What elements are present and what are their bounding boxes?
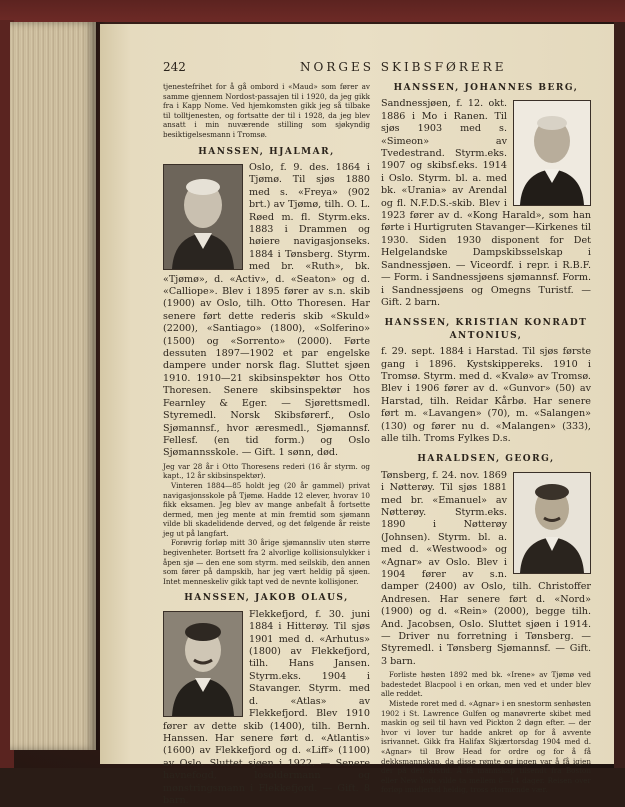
entry-heading: HANSSEN, JOHANNES BERG, <box>393 83 579 93</box>
entry-note: Jeg var 28 år i Otto Thoresens rederi (16 år styrm. og kapt., 12 år skibsinspektør). <box>163 461 370 481</box>
entry-note: Mistede roret med d. «Agnar» i en snestorm senhøsten 1902 i St. Lawrence Gulfen og manøvrerte skibet med maskin og seil til havn ved Pickton 2 døgn efter. — der hvor vi lover tur hadde ankret op for å avvente isrivannet. Gikk fra Halifax Skjærtorsdag 1904 med d. «Agnar» til Brow Head for ordre og for å få dekksmannskap, da disse rømte og ingen var å få igjen der på den årstid. Å få mannskap tilsendt fra Boston eller New York vilde ta mellem 8—14 dager. Reisen over forløp imidlertid heldig, tross stormende vær. <box>381 699 591 795</box>
entry-note: Forøvrig forløp mitt 30 årige sjømannsliv uten større begivenheter. Bortsett fra 2 alvorlige kollisionsulykker i åpen sjø — den ene som styrm. med seilskib, den annen som fører på dampskib, har jeg vært heldig på sjøen. Intet menneskeliv gikk tapt ved de nevnte kollisjoner. <box>163 538 370 586</box>
left-column <box>163 82 370 807</box>
portrait-image <box>164 165 242 269</box>
book-page <box>100 24 617 806</box>
portrait-image <box>514 101 590 205</box>
entry-bio: Sandnessjøen, f. 12. okt. 1886 i Mo i Ranen. Til sjøs 1903 med s. «Simeon» av Tvedestrand. Styrm.eks. 1907 og skibsf.eks. 1914 i Oslo. Styrm. bl. a. med bk. «Urania» av Arendal og fl. N.F.D.S.-skib. Blev i 1923 fører av d. «Kong Harald», som han førte i Hurtigruten Stavanger—Kirkenes til 1930. Siden 1930 disponent for Det Helgelandske Dampskibsselskap i Sandnessjøen. — Viceordf. i repr. i R.B.F. — Form. i Sandnessjøens sjømannsf. Form. i Sandnessjøens og Omegns Turistf. — Gift. 2 barn. <box>381 98 591 308</box>
entry-bio: Oslo, f. 9. des. 1864 i Tjømø. Til sjøs 1880 med s. «Freya» (902 brt.) av Tjømø, tilh. O. L. Røed m. fl. Styrm.eks. 1883 i Drammen og høiere navigasjonseks. 1884 i Tønsberg. Styrm. med br. «Ruth», bk. «Tjømø», d. «Activ», d. «Seaton» og d. «Calliope». Blev i 1895 fører av s.n. skib (1900) av Oslo, tilh. Otto Thoresen. Har senere ført dette rederis skib «Skuld» (2200), «Santiago» (1800), «Solferino» (1500) og «Sorrento» (2000). Førte dessuten 1897—1902 et par engelske dampere under norsk flag. Sluttet sjøen 1910. 1910—21 skibsinspektør hos Otto Thoresen. Senere skibsinspektør hos Fearnley & Eger. — Sjørettsmedl. Styremedl. Norsk Skibsførerf., Oslo Sjømannsf., hvor æresmedl., Sjømannsf. Fellesf. (en tid form.) og Oslo Sjømannsskole. — Gift. 1 sønn, død. <box>163 161 370 459</box>
page-title: NORGES SKIBSFØRERE <box>300 60 507 74</box>
page-stack-edge <box>10 22 96 750</box>
entry-heading: HANSSEN, JAKOB OLAUS, <box>184 593 349 604</box>
entry-bio: Flekkefjord, f. 30. juni 1884 i Hitterøy. Til sjøs 1901 med d. «Arhutus» (1800) av Flekkefjord, tilh. Hans Jansen. Styrm.eks. 1904 i Stavanger. Styrm. med d. «Atlas» av Flekkefjord. Blev 1910 fører av dette skib (1400), tilh. Bernh. Hanssen. Har senere ført d. «Atlantis» (1600) av Flekkefjord og d. «Liff» (1100) av Oslo. Sluttet sjøen i 1922. — Senere havnefogd, losoldermann og mønstringsmann i Flekkefjord. — Gift. 8 barn. <box>163 608 370 806</box>
portrait-photo <box>163 611 243 717</box>
portrait-image <box>164 612 242 716</box>
book-cover-top <box>0 0 625 22</box>
entry-heading: HARALDSEN, GEORG, <box>417 454 555 465</box>
portrait-photo <box>513 472 591 574</box>
right-column <box>381 82 591 795</box>
portrait-photo <box>513 100 591 206</box>
intro-paragraph: tjenestefrihet for å gå ombord i «Maud» som fører av samme gjennem Nordost-passajen til i 1920, da jeg gikk fra i Kapp Nome. Ved hjemkomsten gikk jeg så tilbake til tolltjenesten, og fortsatte der til i 1928, da jeg blev ansatt i min nuværende stilling som sjøkyndig besiktigelsesmann i Tromsø. <box>163 82 370 139</box>
page-number: 242 <box>163 60 186 74</box>
entry-heading: HANSSEN, HJALMAR, <box>198 146 335 157</box>
entry-bio: f. 29. sept. 1884 i Harstad. Til sjøs første gang i 1896. Kystskippereks. 1910 i Tromsø. Styrm. med d. «Kvalø» av Tromsø. Blev i 1906 fører av d. «Gunvor» (50) av Harstad, tilh. Reidar Kårbø. Har senere ført m. «Lavangen» (70), m. «Salangen» (130) og fører nu d. «Malangen» (333), alle tilh. Troms Fylkes D.s. <box>381 346 591 444</box>
entry-note: Forliste høsten 1892 med bk. «Irene» av Tjømø ved badestedet Blacpool i en orkan, men ved et under blev alle reddet. <box>381 670 591 699</box>
portrait-image <box>514 473 590 573</box>
entry-heading: HANSSEN, KRISTIAN KONRADT ANTONIUS, <box>384 318 588 341</box>
book-cover-right <box>614 22 625 768</box>
portrait-photo <box>163 164 243 270</box>
entry-note: Vinteren 1884—85 holdt jeg (20 år gammel) privat navigasjonsskole på Tjømø. Hadde 12 elever, hvorav 10 fikk eksamen. Jeg blev av mange anbefalt å fortsette dermed, men jeg mente at min fremtid som sjømann vilde bli skadelidende derved, og det følgende år reiste jeg ut på langfart. <box>163 480 370 538</box>
entry-bio: Tønsberg, f. 24. nov. 1869 i Nøtterøy. Til sjøs 1881 med br. «Emanuel» av Nøtterøy. Styrm.eks. 1890 i Nøtterøy (Johnsen). Styrm. bl. a. med d. «Westwood» og «Agnar» av Oslo. Blev i 1904 fører av s.n. damper (2400) av Oslo, tilh. Christoffer Andresen. Har senere ført d. «Nord» (1900) og d. «Rein» (2000), begge tilh. And. Jacobsen, Oslo. Sluttet sjøen i 1914. — Driver nu forretning i Tønsberg. — Styremedl. i Tønsberg Sjømannsf. — Gift. 3 barn. <box>381 469 591 667</box>
